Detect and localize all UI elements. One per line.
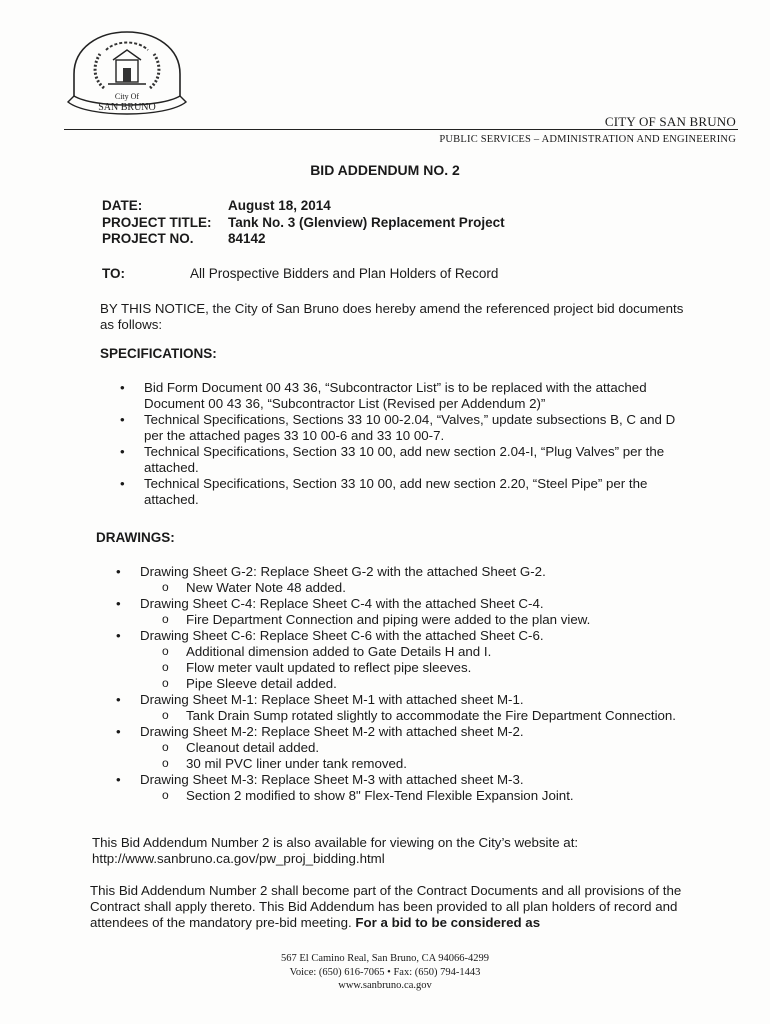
meta-date-row — [102, 198, 331, 213]
header-city-name: CITY OF SAN BRUNO — [604, 114, 736, 129]
seal-text-san-bruno: SAN BRUNO — [98, 102, 156, 113]
meta-project-title-row — [102, 215, 505, 230]
closing-paragraph: This Bid Addendum Number 2 shall become part of the Contract Documents and all provisions of the Contract shall apply thereto. This Bid Addendum has been provided to all plan holders of record and attendees of the mandatory pre-bid meeting. For a bid to be considered as — [90, 883, 682, 930]
website-paragraph: This Bid Addendum Number 2 is also available for viewing on the City’s website at: http://www.sanbruno.ca.gov/pw_proj_bidding.html — [92, 835, 702, 867]
sub-list-item: o Pipe Sleeve detail added. — [162, 676, 337, 691]
website-link[interactable]: http://www.sanbruno.ca.gov/pw_proj_bidding.html — [92, 851, 385, 866]
sub-list-item: o Tank Drain Sump rotated slightly to accommodate the Fire Department Connection. — [162, 708, 677, 723]
city-seal-logo — [64, 26, 190, 124]
notice-paragraph: BY THIS NOTICE, the City of San Bruno does hereby amend the referenced project bid documents as follows: — [100, 301, 684, 332]
sub-list-item: o Cleanout detail added. — [162, 740, 320, 755]
to-value: All Prospective Bidders and Plan Holders of Record — [190, 266, 499, 281]
project-no-label: PROJECT NO. — [102, 231, 194, 246]
drawings-list — [98, 564, 708, 804]
project-no-value: 84142 — [228, 231, 266, 246]
drawings-heading: DRAWINGS: — [96, 530, 175, 545]
sub-list-item: o Section 2 modified to show 8" Flex-Tend Flexible Expansion Joint. — [162, 788, 574, 803]
header-department: PUBLIC SERVICES – ADMINISTRATION AND ENGINEERING — [439, 134, 736, 145]
specifications-list — [102, 380, 698, 508]
footer-website[interactable]: www.sanbruno.ca.gov — [338, 980, 432, 991]
list-item: • Drawing Sheet G-2: Replace Sheet G-2 with the attached Sheet G-2. o New Water Note 48 added. — [98, 564, 708, 596]
header-divider — [64, 129, 738, 130]
footer-phone: Voice: (650) 616-7065 • Fax: (650) 794-1443 — [289, 966, 481, 978]
project-title-value: Tank No. 3 (Glenview) Replacement Project — [228, 215, 505, 230]
list-item: • Drawing Sheet C-6: Replace Sheet C-6 with the attached Sheet C-6. o Additional dimension added to Gate Details H and I. o Flow meter vault updated to reflect pipe sleeves. o Pipe Sleeve detail added. — [98, 628, 708, 692]
specifications-heading: SPECIFICATIONS: — [100, 346, 217, 361]
list-item: • Drawing Sheet M-1: Replace Sheet M-1 with attached sheet M-1. o Tank Drain Sump rotated slightly to accommodate the Fire Department Connection. — [98, 692, 708, 724]
list-item: • Drawing Sheet M-3: Replace Sheet M-3 with attached sheet M-3. o Section 2 modified to show 8" Flex-Tend Flexible Expansion Joint. — [98, 772, 708, 804]
date-value: August 18, 2014 — [228, 198, 331, 213]
sub-list-item: o Flow meter vault updated to reflect pipe sleeves. — [162, 660, 472, 675]
list-item: • Drawing Sheet C-4: Replace Sheet C-4 with the attached Sheet C-4. o Fire Department Connection and piping were added to the plan view. — [98, 596, 708, 628]
sub-list-item: o Additional dimension added to Gate Details H and I. — [162, 644, 492, 659]
closing-bold-text: For a bid to be considered as — [355, 915, 541, 930]
list-item: • Technical Specifications, Section 33 10 00, add new section 2.20, “Steel Pipe” per the attached. — [120, 476, 648, 507]
list-item: • Technical Specifications, Section 33 10 00, add new section 2.04-I, “Plug Valves” per the attached. — [120, 444, 665, 475]
sub-list-item: o 30 mil PVC liner under tank removed. — [162, 756, 407, 771]
page-footer — [0, 952, 770, 993]
project-title-label: PROJECT TITLE: — [102, 215, 212, 230]
page-title: BID ADDENDUM NO. 2 — [310, 162, 460, 178]
list-item: • Bid Form Document 00 43 36, “Subcontractor List” is to be replaced with the attached Document 00 43 36, “Subcontractor List (Revised per Addendum 2)” — [120, 380, 647, 411]
date-label: DATE: — [102, 198, 143, 213]
list-item: • Technical Specifications, Sections 33 10 00-2.04, “Valves,” update subsections B, C and D per the attached pages 33 10 00-6 and 33 10 00-7. — [120, 412, 676, 443]
sub-list-item: o Fire Department Connection and piping were added to the plan view. — [162, 612, 591, 627]
to-row — [102, 266, 498, 281]
to-label: TO: — [102, 266, 125, 281]
footer-address: 567 El Camino Real, San Bruno, CA 94066-4299 — [281, 953, 489, 964]
meta-project-no-row — [102, 231, 266, 246]
sub-list-item: o New Water Note 48 added. — [162, 580, 346, 595]
seal-text-city-of: City Of — [114, 92, 140, 101]
list-item: • Drawing Sheet M-2: Replace Sheet M-2 with attached sheet M-2. o Cleanout detail added. o 30 mil PVC liner under tank removed. — [98, 724, 708, 772]
